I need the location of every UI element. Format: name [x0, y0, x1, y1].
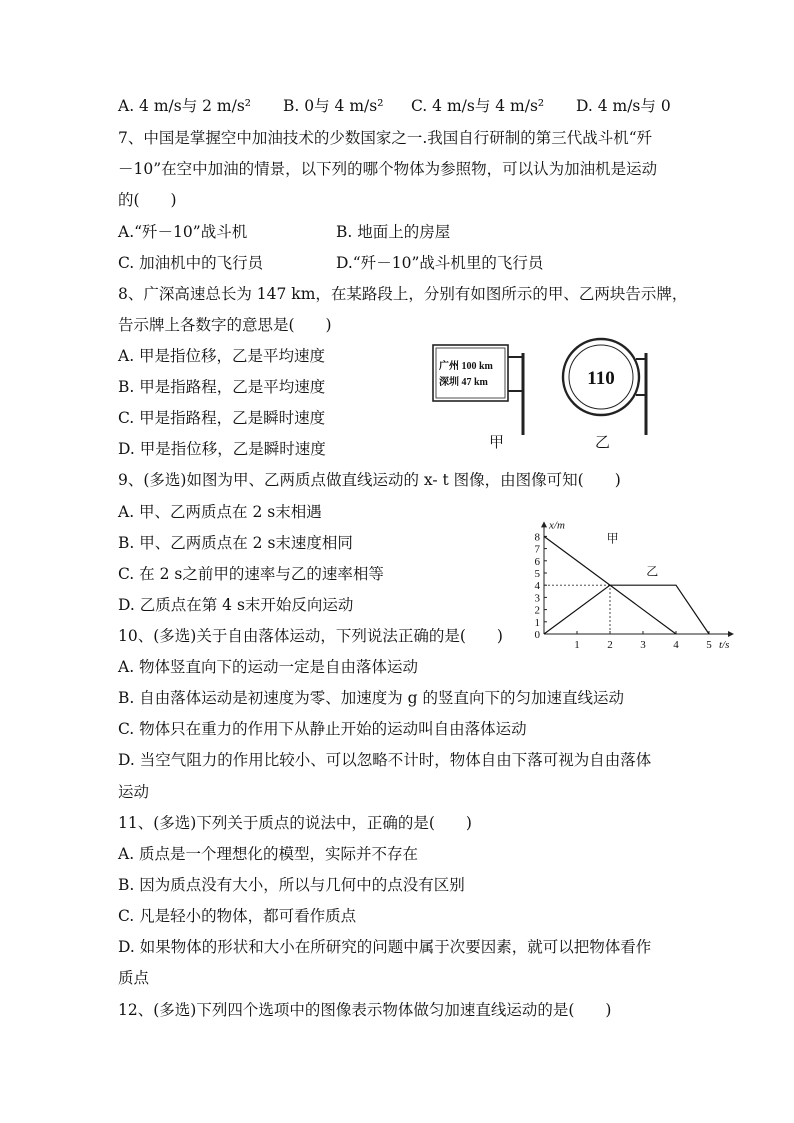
y-tick-label: 2 [534, 604, 540, 617]
y-tick-label: 6 [534, 555, 540, 568]
y-tick-label: 5 [534, 568, 540, 580]
y-tick-label: 1 [534, 616, 540, 629]
q9-option-b: B. 甲、乙两质点在 2 s末速度相同 [118, 534, 353, 552]
q9-stem: 9、(多选)如图为甲、乙两质点做直线运动的 x- t 图像，由图像可知( ) [118, 471, 621, 489]
q10-option-d-continued: 运动 [118, 783, 150, 801]
q6-option-a: A. 4 m/s与 2 m/s² [118, 97, 252, 115]
q11-option-a: A. 质点是一个理想化的模型，实际并不存在 [118, 845, 419, 863]
q8-signs-figure [425, 335, 655, 455]
q9-option-d: D. 乙质点在第 4 s末开始反向运动 [118, 596, 354, 614]
q8-option-c: C. 甲是指路程，乙是瞬时速度 [118, 409, 326, 427]
x-tick-label: 2 [607, 639, 613, 651]
y-tick-label: 3 [534, 592, 540, 605]
q8-option-d: D. 甲是指位移，乙是瞬时速度 [118, 440, 326, 458]
q12-stem: 12、(多选)下列四个选项中的图像表示物体做匀加速直线运动的是( ) [118, 1001, 612, 1019]
q6-options [118, 96, 671, 116]
q8-stem-line-2: 告示牌上各数字的意思是( ) [118, 316, 332, 334]
x-tick-label: 5 [706, 639, 712, 651]
q10-stem: 10、(多选)关于自由落体运动，下列说法正确的是( ) [118, 627, 503, 645]
sign-yi-caption: 乙 [595, 435, 611, 451]
series-line-yi [544, 585, 709, 634]
q6-option-d: D. 4 m/s与 0 [576, 97, 671, 115]
y-axis-label: x/m [549, 519, 565, 532]
q8-option-b: B. 甲是指路程，乙是平均速度 [118, 378, 326, 396]
q11-option-c: C. 凡是轻小的物体，都可看作质点 [118, 907, 357, 925]
q11-stem: 11、(多选)下列关于质点的说法中，正确的是( ) [118, 814, 472, 832]
x-tick-label: 1 [574, 639, 580, 651]
q7-option-c: C. 加油机中的飞行员 [118, 254, 264, 272]
x-axis-label: t/s [719, 639, 730, 651]
y-tick-label: 4 [534, 580, 540, 593]
sign-yi-speed-value: 110 [587, 368, 615, 389]
q10-option-a: A. 物体竖直向下的运动一定是自由落体运动 [118, 658, 419, 676]
q7-option-b: B. 地面上的房屋 [336, 223, 451, 241]
q7-options-row-2 [118, 253, 543, 273]
q6-option-b: B. 0与 4 m/s² [283, 97, 384, 115]
q7-stem-line-3: 的( ) [118, 191, 177, 209]
q10-option-c: C. 物体只在重力的作用下从静止开始的运动叫自由落体运动 [118, 720, 527, 738]
q8-stem-line-1: 8、广深高速总长为 147 km，在某路段上，分别有如图所示的甲、乙两块告示牌， [118, 285, 688, 303]
q10-option-d: D. 当空气阻力的作用比较小、可以忽略不计时，物体自由下落可视为自由落体 [118, 751, 652, 769]
q7-option-d: D.“歼－10”战斗机里的飞行员 [336, 254, 544, 272]
q11-option-d: D. 如果物体的形状和大小在所研究的问题中属于次要因素，就可以把物体看作 [118, 938, 652, 956]
x-tick-label: 3 [640, 639, 646, 651]
q7-options-row-1 [118, 222, 450, 242]
y-tick-label: 7 [534, 543, 540, 556]
series-label-jia: 甲 [606, 531, 619, 546]
q7-stem-line-2: －10”在空中加油的情景，以下列的哪个物体为参照物，可以认为加油机是运动 [118, 160, 658, 178]
q8-option-a: A. 甲是指位移，乙是平均速度 [118, 347, 326, 365]
series-label-yi: 乙 [646, 564, 659, 579]
sign-jia-line-2: 深圳 47 km [439, 377, 488, 388]
q11-option-d-continued: 质点 [118, 969, 150, 987]
sign-jia-caption: 甲 [489, 435, 505, 451]
q6-option-c: C. 4 m/s与 4 m/s² [411, 97, 545, 115]
q7-stem-line-1: 7、中国是掌握空中加油技术的少数国家之一.我国自行研制的第三代战斗机“歼 [118, 129, 653, 147]
sign-jia-line-1: 广州 100 km [439, 361, 493, 372]
x-tick-label: 4 [673, 639, 679, 651]
q9-option-c: C. 在 2 s之前甲的速率与乙的速率相等 [118, 565, 384, 583]
y-tick-label: 0 [534, 629, 540, 641]
q7-option-a: A.“歼－10”战斗机 [118, 223, 248, 241]
q11-option-b: B. 因为质点没有大小，所以与几何中的点没有区别 [118, 876, 465, 894]
sign-jia-board [433, 345, 508, 401]
y-tick-label: 8 [534, 531, 540, 544]
q10-option-b: B. 自由落体运动是初速度为零、加速度为 g 的竖直向下的匀加速直线运动 [118, 689, 625, 707]
q9-option-a: A. 甲、乙两质点在 2 s末相遇 [118, 503, 322, 521]
xt-chart [528, 505, 748, 655]
